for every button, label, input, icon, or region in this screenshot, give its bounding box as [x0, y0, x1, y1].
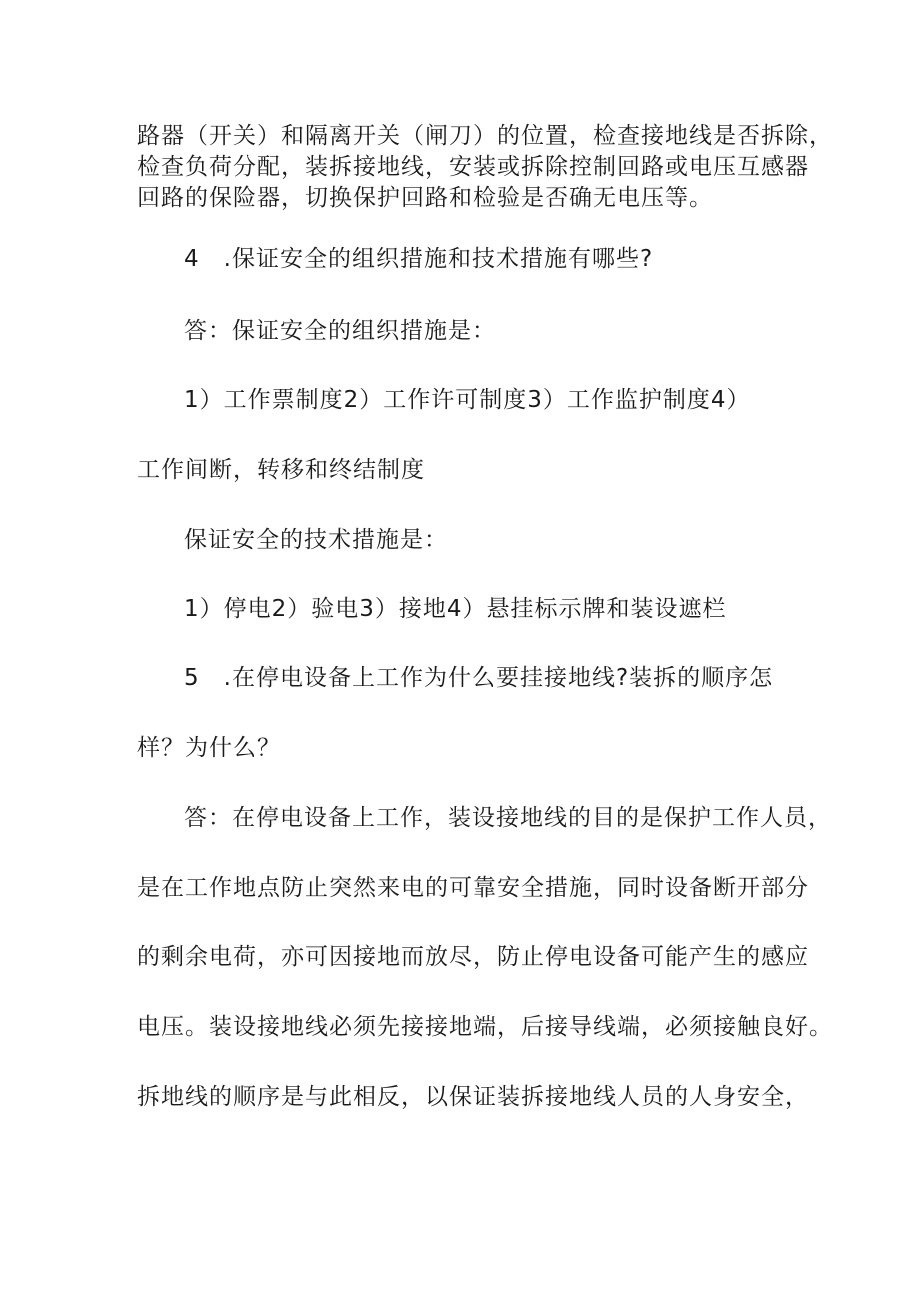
list-line: 1）停电2）验电3）接地4）悬挂标示牌和装设遮栏	[184, 596, 727, 622]
paragraph-line: 回路的保险器，切换保护回路和检验是否确无电压等。	[137, 185, 713, 211]
answer-line: 保证安全的技术措施是：	[184, 527, 448, 553]
question-heading-continuation: 样？为什么？	[137, 735, 281, 761]
question-heading-4: 4 .保证安全的组织措施和技术措施有哪些?	[184, 246, 654, 272]
list-line-continuation: 工作间断，转移和终结制度	[137, 457, 425, 483]
answer-line: 答：在停电设备上工作，装设接地线的目的是保护工作人员，	[184, 805, 832, 831]
answer-line: 答：保证安全的组织措施是：	[184, 318, 496, 344]
question-heading-5: 5 .在停电设备上工作为什么要挂接地线?装拆的顺序怎	[184, 665, 774, 691]
paragraph-line: 电压。装设接地线必须先接接地端，后接导线端，必须接触良好。	[137, 1014, 833, 1040]
paragraph-line: 的剩余电荷，亦可因接地而放尽，防止停电设备可能产生的感应	[137, 944, 809, 970]
paragraph-line: 拆地线的顺序是与此相反，以保证装拆接地线人员的人身安全，	[137, 1084, 809, 1110]
list-line: 1）工作票制度2）工作许可制度3）工作监护制度4）	[184, 387, 751, 413]
paragraph-line: 检查负荷分配，装拆接地线，安装或拆除控制回路或电压互感器	[137, 154, 809, 180]
paragraph-line: 路器（开关）和隔离开关（闸刀）的位置，检查接地线是否拆除，	[137, 123, 833, 149]
paragraph-line: 是在工作地点防止突然来电的可靠安全措施，同时设备断开部分	[137, 875, 809, 901]
